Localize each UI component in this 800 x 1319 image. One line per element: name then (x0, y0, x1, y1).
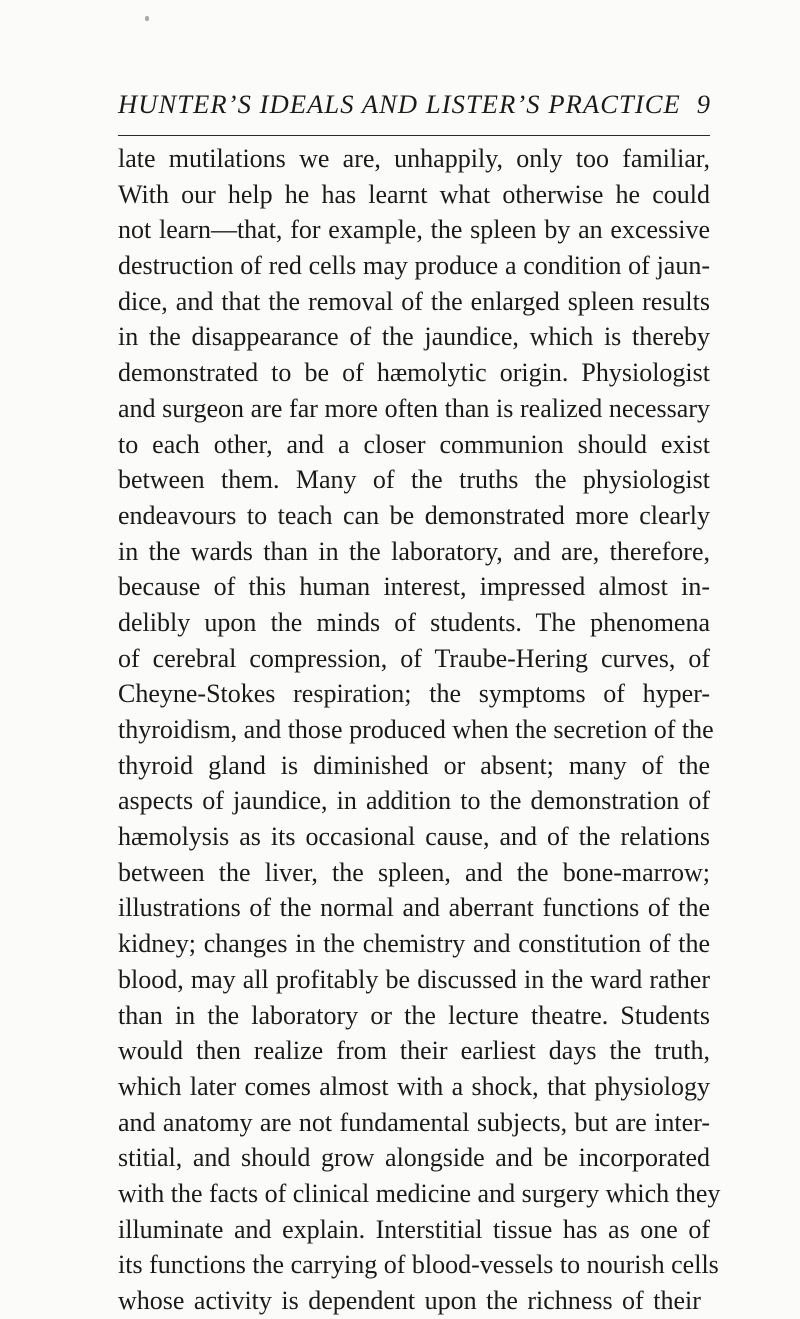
text-line: stitial, and should grow alongside and be incorporated (118, 1143, 710, 1173)
text-line: destruction of red cells may produce a condition of jaun- (118, 251, 710, 281)
text-line: endeavours to teach can be demonstrated more clearly (118, 500, 710, 530)
text-line: demonstrated to be of hæmolytic origin. Physiologist (118, 358, 710, 388)
text-line: between the liver, the spleen, and the bone-marrow; (118, 857, 710, 887)
text-line: illuminate and explain. Interstitial tissue has as one of (118, 1214, 710, 1244)
text-line: dice, and that the removal of the enlarged spleen results (118, 286, 710, 316)
text-line: whose activity is dependent upon the richness of their (118, 1286, 701, 1315)
text-line: because of this human interest, impressed almost in- (118, 572, 710, 602)
text-line: to each other, and a closer communion should exist (118, 429, 710, 459)
text-line: would then realize from their earliest days the truth, (118, 1036, 710, 1066)
text-line: than in the laboratory or the lecture theatre. Students (118, 1000, 710, 1030)
text-line: between them. Many of the truths the physiologist (118, 465, 710, 495)
text-line: kidney; changes in the chemistry and constitution of the (118, 929, 710, 959)
running-title: HUNTER’S IDEALS AND LISTER’S PRACTICE (118, 89, 681, 119)
text-line: of cerebral compression, of Traube-Hering curves, of (118, 643, 710, 673)
text-line: With our help he has learnt what otherwise he could (118, 179, 710, 209)
running-head (118, 86, 710, 122)
page-number: 9 (696, 89, 710, 119)
text-line: Cheyne-Stokes respiration; the symptoms of hyper- (118, 679, 710, 709)
body-text (118, 141, 721, 1319)
text-line: illustrations of the normal and aberrant functions of the (118, 893, 710, 923)
text-line: with the facts of clinical medicine and surgery which they (118, 1178, 721, 1208)
text-line: not learn—that, for example, the spleen by an excessive (118, 215, 710, 245)
text-line: thyroidism, and those produced when the secretion of the (118, 715, 714, 744)
text-line: in the disappearance of the jaundice, which is thereby (118, 322, 710, 352)
text-line: late mutilations we are, unhappily, only too familiar, (118, 144, 710, 173)
print-speck (145, 16, 149, 21)
text-line: and surgeon are far more often than is realized necessary (118, 393, 710, 423)
text-line: hæmolysis as its occasional cause, and of the relations (118, 822, 710, 852)
text-line: aspects of jaundice, in addition to the demonstration of (118, 786, 710, 816)
header-rule (118, 135, 710, 136)
text-line: and anatomy are not fundamental subjects, but are inter- (118, 1107, 710, 1137)
text-line: thyroid gland is diminished or absent; many of the (118, 750, 710, 780)
text-line: delibly upon the minds of students. The phenomena (118, 607, 710, 637)
text-line: which later comes almost with a shock, that physiology (118, 1071, 710, 1101)
text-line: blood, may all profitably be discussed in the ward rather (118, 964, 710, 994)
text-line: in the wards than in the laboratory, and are, therefore, (118, 536, 710, 566)
text-line: its functions the carrying of blood-vessels to nourish cells (118, 1250, 719, 1280)
